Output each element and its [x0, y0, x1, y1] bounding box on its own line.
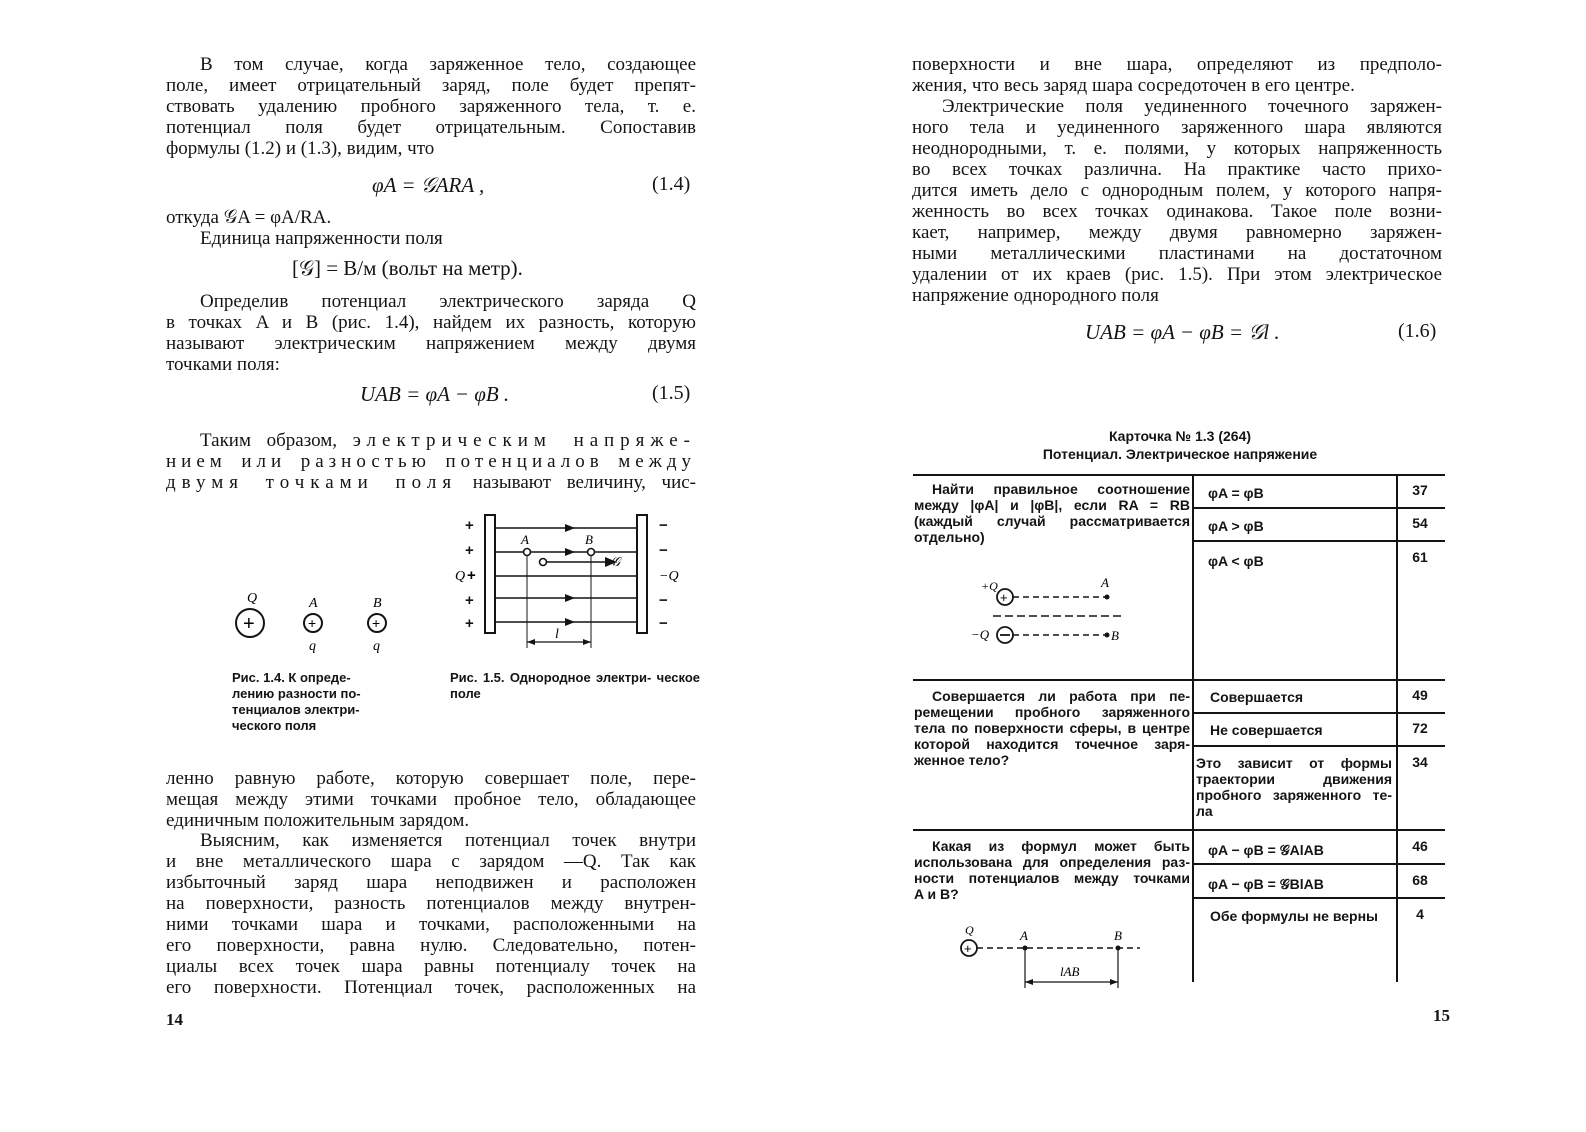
text-line: В том случае, когда заряженное тело, создающее [200, 54, 696, 75]
equation-number-1-6: (1.6) [1398, 320, 1437, 342]
plus-sign: + [465, 542, 474, 559]
charge-label-minus-Q: −Q [971, 627, 990, 642]
text-span: называют величину, чис- [472, 472, 697, 493]
point-label-B: B [373, 596, 382, 611]
answer-2-1[interactable]: Совершается [1210, 689, 1304, 705]
table-border [913, 474, 1445, 476]
plus-sign: + [964, 941, 972, 956]
text-line: точками поля: [166, 354, 280, 375]
text-line: в точках A и B (рис. 1.4), найдем их разность, которую [166, 312, 696, 333]
text-line: отдельно) [914, 529, 985, 545]
answer-3-1[interactable]: φA − φB = 𝒢AlAB [1208, 842, 1324, 858]
plus-sign: + [467, 567, 476, 584]
row-divider [1193, 897, 1445, 899]
row-divider [1193, 863, 1445, 865]
text-line: формулы (1.2) и (1.3), видим, что [166, 138, 435, 159]
formula-unit: [𝒢] = В/м (вольт на метр). [292, 256, 523, 280]
text-line: Совершается ли работа при пе- [932, 688, 1190, 704]
charge-label-Q: Q [247, 591, 258, 606]
text-line: ствовать удалению пробного заряженного тела, т. е. [166, 96, 696, 117]
answer-code: 68 [1412, 872, 1428, 888]
text-line: мещая между этими точками пробное тело, обладающее [166, 789, 696, 810]
text-line: ности потенциалов между точками [914, 870, 1190, 886]
question-3-figure [950, 922, 1150, 992]
answer-code: 72 [1412, 720, 1428, 736]
point-label-A: A [521, 532, 529, 547]
figure-1-5-caption: Рис. 1.5. Однородное электри- ческое поле [450, 670, 700, 701]
equation-number-1-4: (1.4) [652, 173, 691, 195]
paragraph-work [166, 768, 696, 831]
formula-1-5: UAB = φA − φB . [360, 382, 510, 406]
text-line: которой находится точечное заря- [914, 736, 1190, 752]
paragraph-potential-difference [166, 291, 696, 375]
point-A [1023, 946, 1028, 951]
point-A [524, 549, 531, 556]
text-line: его поверхности, равна нулю. Следовательно, потен- [166, 935, 696, 956]
row-divider [1193, 712, 1445, 714]
answer-1-3[interactable]: φA < φB [1208, 553, 1264, 569]
answer-code: 54 [1412, 515, 1428, 531]
answer-code: 61 [1412, 549, 1428, 565]
row-divider [1193, 507, 1445, 509]
point-label-A: A [1020, 928, 1028, 943]
text-span: электрическим напряже- [352, 430, 696, 451]
text-span: Таким образом, [200, 430, 338, 451]
answer-code: 34 [1412, 754, 1428, 770]
row-divider [913, 829, 1445, 831]
minus-sign: − [659, 542, 668, 559]
paragraph-metal-sphere [166, 830, 696, 998]
point-B [1116, 946, 1121, 951]
paragraph-charge-negative [166, 54, 696, 159]
distance-label-lAB: lAB [1060, 964, 1080, 979]
line-otkuda: откуда 𝒢A = φA/RA. [166, 207, 332, 228]
text-line: Какая из формул может быть [932, 838, 1190, 854]
question-1 [914, 481, 1190, 545]
text-line: ними точками шара и точками, расположенными на [166, 914, 696, 935]
text-line: его поверхности. Потенциал точек, расположенных на [166, 977, 696, 998]
figure-1-4-caption: Рис. 1.4. К опреде- лению разности по- тенциалов электри- ческого поля [232, 670, 361, 733]
minus-sign: − [659, 517, 668, 534]
row-divider [1193, 540, 1445, 542]
text-line: неоднородными, т. е. полями, у которых напряженность [912, 138, 1442, 159]
plus-sign: + [372, 615, 381, 631]
text-line: поверхности и вне шара, определяют из предполо- [912, 54, 1442, 75]
point-B [1105, 633, 1110, 638]
text-line: ными металлическими пластинами на достаточном [912, 243, 1442, 264]
text-line: нием или разностью потенциалов между [166, 451, 696, 472]
text-line: Определив потенциал электрического заряда Q [200, 291, 696, 312]
text-line: циалы всех точек шара равны потенциалу точек на [166, 956, 696, 977]
question-2 [914, 688, 1190, 768]
paragraph-outside-sphere [912, 54, 1442, 96]
plus-sign: + [243, 613, 255, 635]
text-line: использована для определения раз- [914, 854, 1190, 870]
text-line: единичным положительным зарядом. [166, 810, 470, 831]
figure-1-4 [225, 590, 405, 660]
test-charge-label-q: q [373, 639, 380, 654]
formula-1-6: UAB = φA − φB = 𝒢l . [1085, 320, 1280, 344]
text-line: Найти правильное соотношение [932, 481, 1190, 497]
text-line: женность во всех точках одинакова. Такое поле возни- [912, 201, 1442, 222]
line-unit: Единица напряженности поля [200, 228, 443, 249]
charge-label-plus-Q: +Q [981, 579, 998, 593]
plus-sign: + [308, 615, 317, 631]
plate-charge-label-Q: Q [455, 569, 466, 584]
answer-1-2[interactable]: φA > φB [1208, 518, 1264, 534]
plus-sign: + [465, 615, 474, 632]
left-page [0, 0, 780, 1132]
paragraph-uniform-field [912, 96, 1442, 306]
answer-2-2[interactable]: Не совершается [1210, 722, 1323, 738]
card-subtitle: Потенциал. Электрическое напряжение [1042, 446, 1318, 462]
point-label-B: B [1114, 928, 1122, 943]
text-line: Выясним, как изменяется потенциал точек внутри [200, 830, 696, 851]
answer-3-2[interactable]: φA − φB = 𝒢BlAB [1208, 876, 1324, 892]
distance-label-l: l [555, 627, 559, 642]
text-line: ремещении пробного заряженного [914, 704, 1190, 720]
page-number: 14 [166, 1010, 183, 1029]
answer-2-3[interactable]: Это зависит от формы траектории движения пробного заряженного те- ла [1196, 755, 1392, 819]
card-title: Карточка № 1.3 (264) [1108, 428, 1252, 444]
text-line: (каждый случай рассматривается [914, 513, 1190, 529]
table-column-divider [1396, 474, 1398, 982]
point-label-B: B [585, 532, 593, 547]
text-line: A и B? [914, 886, 959, 902]
answer-code: 4 [1416, 906, 1424, 922]
charge-label-Q: Q [965, 923, 974, 937]
text-line: на поверхности, разность потенциалов между внутрен- [166, 893, 696, 914]
plus-sign: + [465, 517, 474, 534]
minus-sign: − [659, 592, 668, 609]
equation-number-1-5: (1.5) [652, 382, 691, 404]
answer-code: 46 [1412, 838, 1428, 854]
text-line: дится иметь дело с однородным полем, у которого напря- [912, 180, 1442, 201]
test-charge [540, 559, 547, 566]
text-line: кает, например, между двумя равномерно заряжен- [912, 222, 1442, 243]
test-charge-label-q: q [309, 639, 316, 654]
text-line: ленно равную работе, которую совершает поле, пере- [166, 768, 696, 789]
positive-plate [485, 515, 495, 633]
text-line: избыточный заряд шара неподвижен и расположен [166, 872, 696, 893]
answer-code: 37 [1412, 482, 1428, 498]
answer-code: 49 [1412, 687, 1428, 703]
text-line: жения, что весь заряд шара сосредоточен в его центре. [912, 75, 1355, 96]
text-line: напряжение однородного поля [912, 285, 1159, 306]
table-column-divider [1192, 474, 1194, 982]
field-vector-label: 𝒢 [611, 554, 621, 569]
point-label-A: A [309, 596, 318, 611]
text-line: ного тела и уединенного заряженного шара являются [912, 117, 1442, 138]
text-span: двумя точками поля [166, 472, 458, 493]
formula-1-4: φA = 𝒢ARA , [372, 173, 485, 197]
row-divider [1193, 745, 1445, 747]
question-1-figure [965, 572, 1119, 652]
question-3 [914, 838, 1190, 902]
text-line: Электрические поля уединенного точечного заряжен- [942, 96, 1442, 117]
text-line: удалении от их краев (рис. 1.5). При этом электрическое [912, 264, 1442, 285]
text-line: называют электрическим напряжением между двумя [166, 333, 696, 354]
point-A [1105, 595, 1110, 600]
text-line: тела по поверхности сферы, в центре [914, 720, 1190, 736]
plus-sign: + [465, 592, 474, 609]
paragraph-definition [166, 430, 696, 493]
plate-charge-label-minus-Q: −Q [659, 569, 679, 584]
point-label-A: A [1101, 575, 1109, 590]
text-line: между |φA| и |φB|, если RA = RB [914, 497, 1190, 513]
text-line: женное тело? [914, 752, 1010, 768]
point-B [588, 549, 595, 556]
field-lines [495, 528, 637, 622]
negative-plate [637, 515, 647, 633]
answer-3-3[interactable]: Обе формулы не верны [1210, 908, 1379, 924]
minus-sign: − [659, 615, 668, 632]
plus-sign: + [1000, 590, 1008, 605]
row-divider [913, 679, 1445, 681]
right-page [800, 0, 1586, 1132]
text-line: и вне металлического шара с зарядом —Q. Так как [166, 851, 696, 872]
text-line: поле, имеет отрицательный заряд, поле будет препят- [166, 75, 696, 96]
page-number: 15 [1433, 1006, 1450, 1025]
figure-1-5 [455, 510, 695, 655]
text-line: потенциал поля будет отрицательным. Сопоставив [166, 117, 696, 138]
text-line: во всех точках различна. На практике часто прихо- [912, 159, 1442, 180]
answer-1-1[interactable]: φA = φB [1208, 485, 1264, 501]
point-label-B: B [1111, 628, 1119, 643]
